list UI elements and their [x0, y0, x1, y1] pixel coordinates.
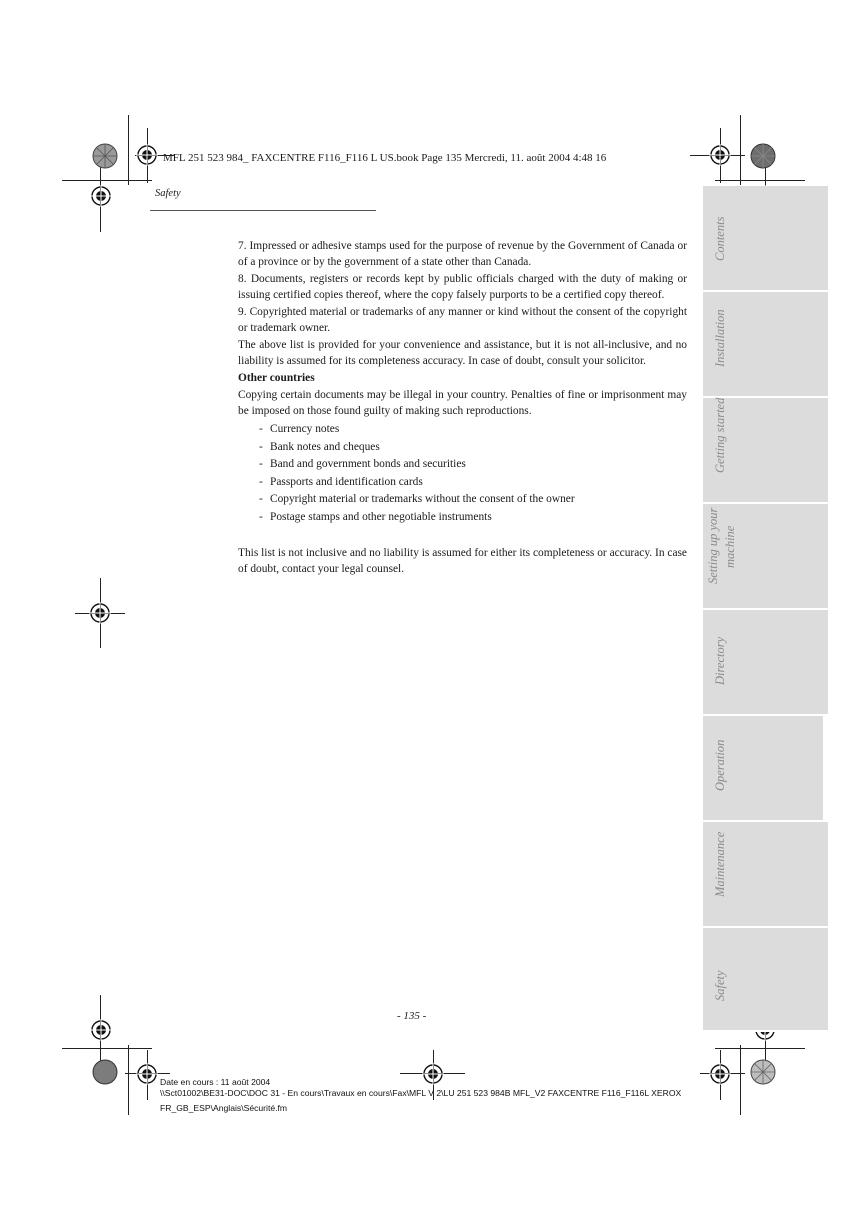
tab-installation[interactable]	[703, 292, 828, 398]
registration-target-icon	[422, 1063, 444, 1085]
list-item-text: Currency notes	[270, 423, 340, 435]
registration-target-icon	[90, 185, 112, 207]
tab-label: Safety	[713, 970, 727, 1001]
list-item-text: Passports and identification cards	[270, 475, 423, 488]
tab-label: Directory	[713, 636, 727, 685]
calibration-wheel-icon	[92, 1059, 118, 1085]
registration-target-icon	[90, 1019, 112, 1041]
bullet-list	[238, 421, 687, 527]
tab-getting-started[interactable]	[703, 398, 828, 504]
registration-target-icon	[136, 1063, 158, 1085]
other-countries-intro: Copying certain documents may be illegal in your country. Penalties of fine or imprisonment may be imposed on those found guilty of making such reproductions.	[238, 389, 687, 417]
bullet-dash: -	[259, 423, 263, 435]
calibration-wheel-icon	[750, 143, 776, 169]
list-item	[238, 456, 687, 474]
bullet-dash: -	[259, 475, 263, 488]
tab-label: Installation	[713, 309, 727, 367]
page-body	[238, 238, 687, 578]
tab-label: Maintenance	[713, 831, 727, 897]
tab-label: Contents	[713, 216, 727, 261]
tab-setting-up[interactable]	[703, 504, 828, 610]
list-item-text: Postage stamps and other negotiable instruments	[270, 510, 492, 523]
tab-directory[interactable]	[703, 610, 828, 716]
paragraph-item-8: 8. Documents, registers or records kept by public officials charged with the duty of making or issuing certified copies thereof, where the copy falsely purports to be a certified copy thereof.	[238, 273, 687, 301]
tab-contents[interactable]	[703, 186, 828, 292]
list-item-text: Band and government bonds and securities	[270, 458, 466, 471]
calibration-wheel-icon	[92, 143, 118, 169]
list-item-text: Copyright material or trademarks without the consent of the owner	[270, 493, 575, 506]
bullet-dash: -	[259, 510, 263, 523]
list-item	[238, 509, 687, 527]
book-header-line: MFL 251 523 984_ FAXCENTRE F116_F116 L US.book Page 135 Mercredi, 11. août 2004 4:48 16	[163, 152, 607, 164]
paragraph-item-9: 9. Copyrighted material or trademarks of any manner or kind without the consent of the copyright or trademark owner.	[238, 306, 687, 334]
tab-maintenance[interactable]	[703, 822, 828, 928]
header-rule	[150, 210, 376, 211]
paragraph-item-7: 7. Impressed or adhesive stamps used for the purpose of revenue by the Government of Canada or of a province or by the government of a state other than Canada.	[238, 240, 687, 268]
tab-label: Operation	[713, 739, 727, 791]
registration-target-icon	[136, 144, 158, 166]
footer-path: \\Sct01002\BE31-DOC\DOC 31 - En cours\Travaux en cours\Fax\MFL V 2\LU 251 523 984B MFL_V2 FAXCENTRE F116_F116L XEROX	[160, 1088, 682, 1098]
list-item	[238, 474, 687, 492]
bullet-dash: -	[259, 458, 263, 471]
footer-date: Date en cours : 11 août 2004	[160, 1077, 271, 1087]
tab-label-line2: machine	[723, 525, 737, 568]
section-heading: Other countries	[238, 372, 315, 384]
closing-paragraph: This list is not inclusive and no liability is assumed for either its completeness or accuracy. In case of doubt, contact your legal counsel.	[238, 546, 687, 575]
list-item	[238, 439, 687, 457]
page-number: - 135 -	[397, 1010, 427, 1022]
tab-label-line1: Setting up your	[706, 507, 720, 584]
bullet-dash: -	[259, 440, 263, 453]
registration-target-icon	[89, 602, 111, 624]
list-item	[238, 491, 687, 509]
bullet-dash: -	[259, 493, 263, 506]
tab-label: Getting started	[713, 397, 727, 473]
footer-file: FR_GB_ESP\Anglais\Sécurité.fm	[160, 1103, 288, 1113]
disclaimer-paragraph: The above list is provided for your convenience and assistance, but it is not all-inclusive, and no liability is assumed for its completeness accuracy. In case of doubt, consult your solicitor.	[238, 339, 687, 367]
calibration-wheel-icon	[750, 1059, 776, 1085]
chapter-title: Safety	[155, 188, 181, 199]
tab-operation[interactable]	[703, 716, 823, 822]
registration-target-icon	[709, 144, 731, 166]
list-item	[238, 421, 687, 439]
list-item-text: Bank notes and cheques	[270, 440, 380, 453]
registration-target-icon	[709, 1063, 731, 1085]
tab-safety[interactable]	[703, 928, 828, 1032]
